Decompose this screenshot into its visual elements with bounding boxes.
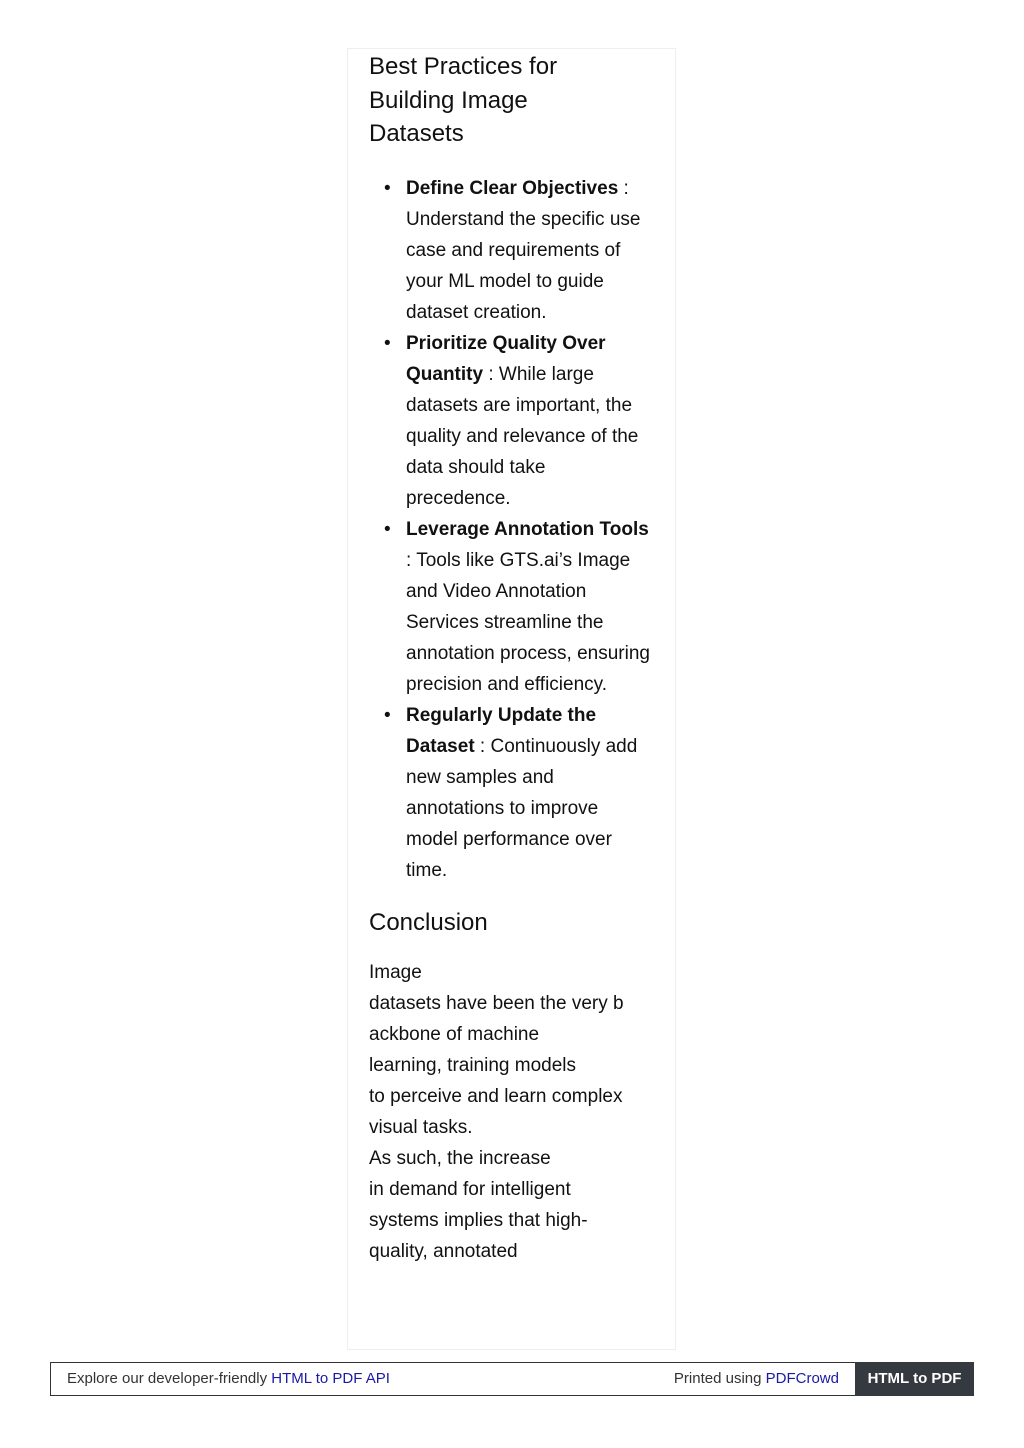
list-item-term: Prioritize Quality Over Quantity xyxy=(406,332,606,385)
list-item xyxy=(384,700,655,886)
html-to-pdf-api-link[interactable]: HTML to PDF API xyxy=(271,1370,390,1387)
pdfcrowd-footer xyxy=(50,1362,974,1396)
section-heading-conclusion: Conclusion xyxy=(369,908,488,936)
pdfcrowd-link[interactable]: PDFCrowd xyxy=(765,1370,839,1387)
paragraph-line: to perceive and learn complex xyxy=(369,1086,623,1107)
bullet-icon: • xyxy=(384,332,391,354)
article-card xyxy=(347,48,676,1350)
paragraph-line: learning, training models xyxy=(369,1055,577,1076)
list-item-text: : Tools like GTS.ai’s Image and Video Annotation Services streamline the annotation process, ensuring precision and efficiency. xyxy=(406,549,650,695)
conclusion-paragraph xyxy=(369,957,655,1267)
paragraph-line: As such, the increase xyxy=(369,1148,551,1169)
paragraph-line: Image xyxy=(369,962,422,983)
footer-promo xyxy=(67,1363,390,1395)
heading-line: Building Image xyxy=(369,86,528,114)
bullet-icon: • xyxy=(384,704,391,726)
section-heading-best-practices xyxy=(369,50,655,151)
list-item xyxy=(384,328,655,514)
bullet-icon: • xyxy=(384,177,391,199)
paragraph-line: ackbone of machine xyxy=(369,1024,540,1045)
footer-printed-using xyxy=(674,1363,839,1395)
paragraph-line: datasets have been the very b xyxy=(369,993,624,1014)
list-item-text: : Continuously add new samples and annotations to improve model performance over time. xyxy=(406,735,638,881)
paragraph-line: in demand for intelligent xyxy=(369,1179,571,1200)
list-item-text: : Understand the specific use case and requirements of your ML model to guide dataset creation. xyxy=(406,177,641,323)
heading-line: Best Practices for xyxy=(369,53,558,80)
html-to-pdf-badge[interactable]: HTML to PDF xyxy=(855,1362,974,1396)
bullet-icon: • xyxy=(384,518,391,540)
list-item-term: Define Clear Objectives xyxy=(406,177,619,199)
list-item xyxy=(384,514,655,700)
list-item-text: : While large datasets are important, the quality and relevance of the data should take precedence. xyxy=(406,363,639,509)
paragraph-line: quality, annotated xyxy=(369,1241,518,1262)
heading-line: Datasets xyxy=(369,120,464,147)
list-item-term: Leverage Annotation Tools xyxy=(406,518,649,540)
paragraph-line: visual tasks. xyxy=(369,1117,473,1138)
footer-promo-text: Explore our developer-friendly xyxy=(67,1370,272,1387)
list-item xyxy=(384,173,655,328)
best-practices-list xyxy=(369,173,655,886)
paragraph-line: systems implies that high- xyxy=(369,1210,588,1231)
list-item-term: Regularly Update the Dataset xyxy=(406,704,597,757)
footer-printed-text: Printed using xyxy=(673,1370,766,1387)
